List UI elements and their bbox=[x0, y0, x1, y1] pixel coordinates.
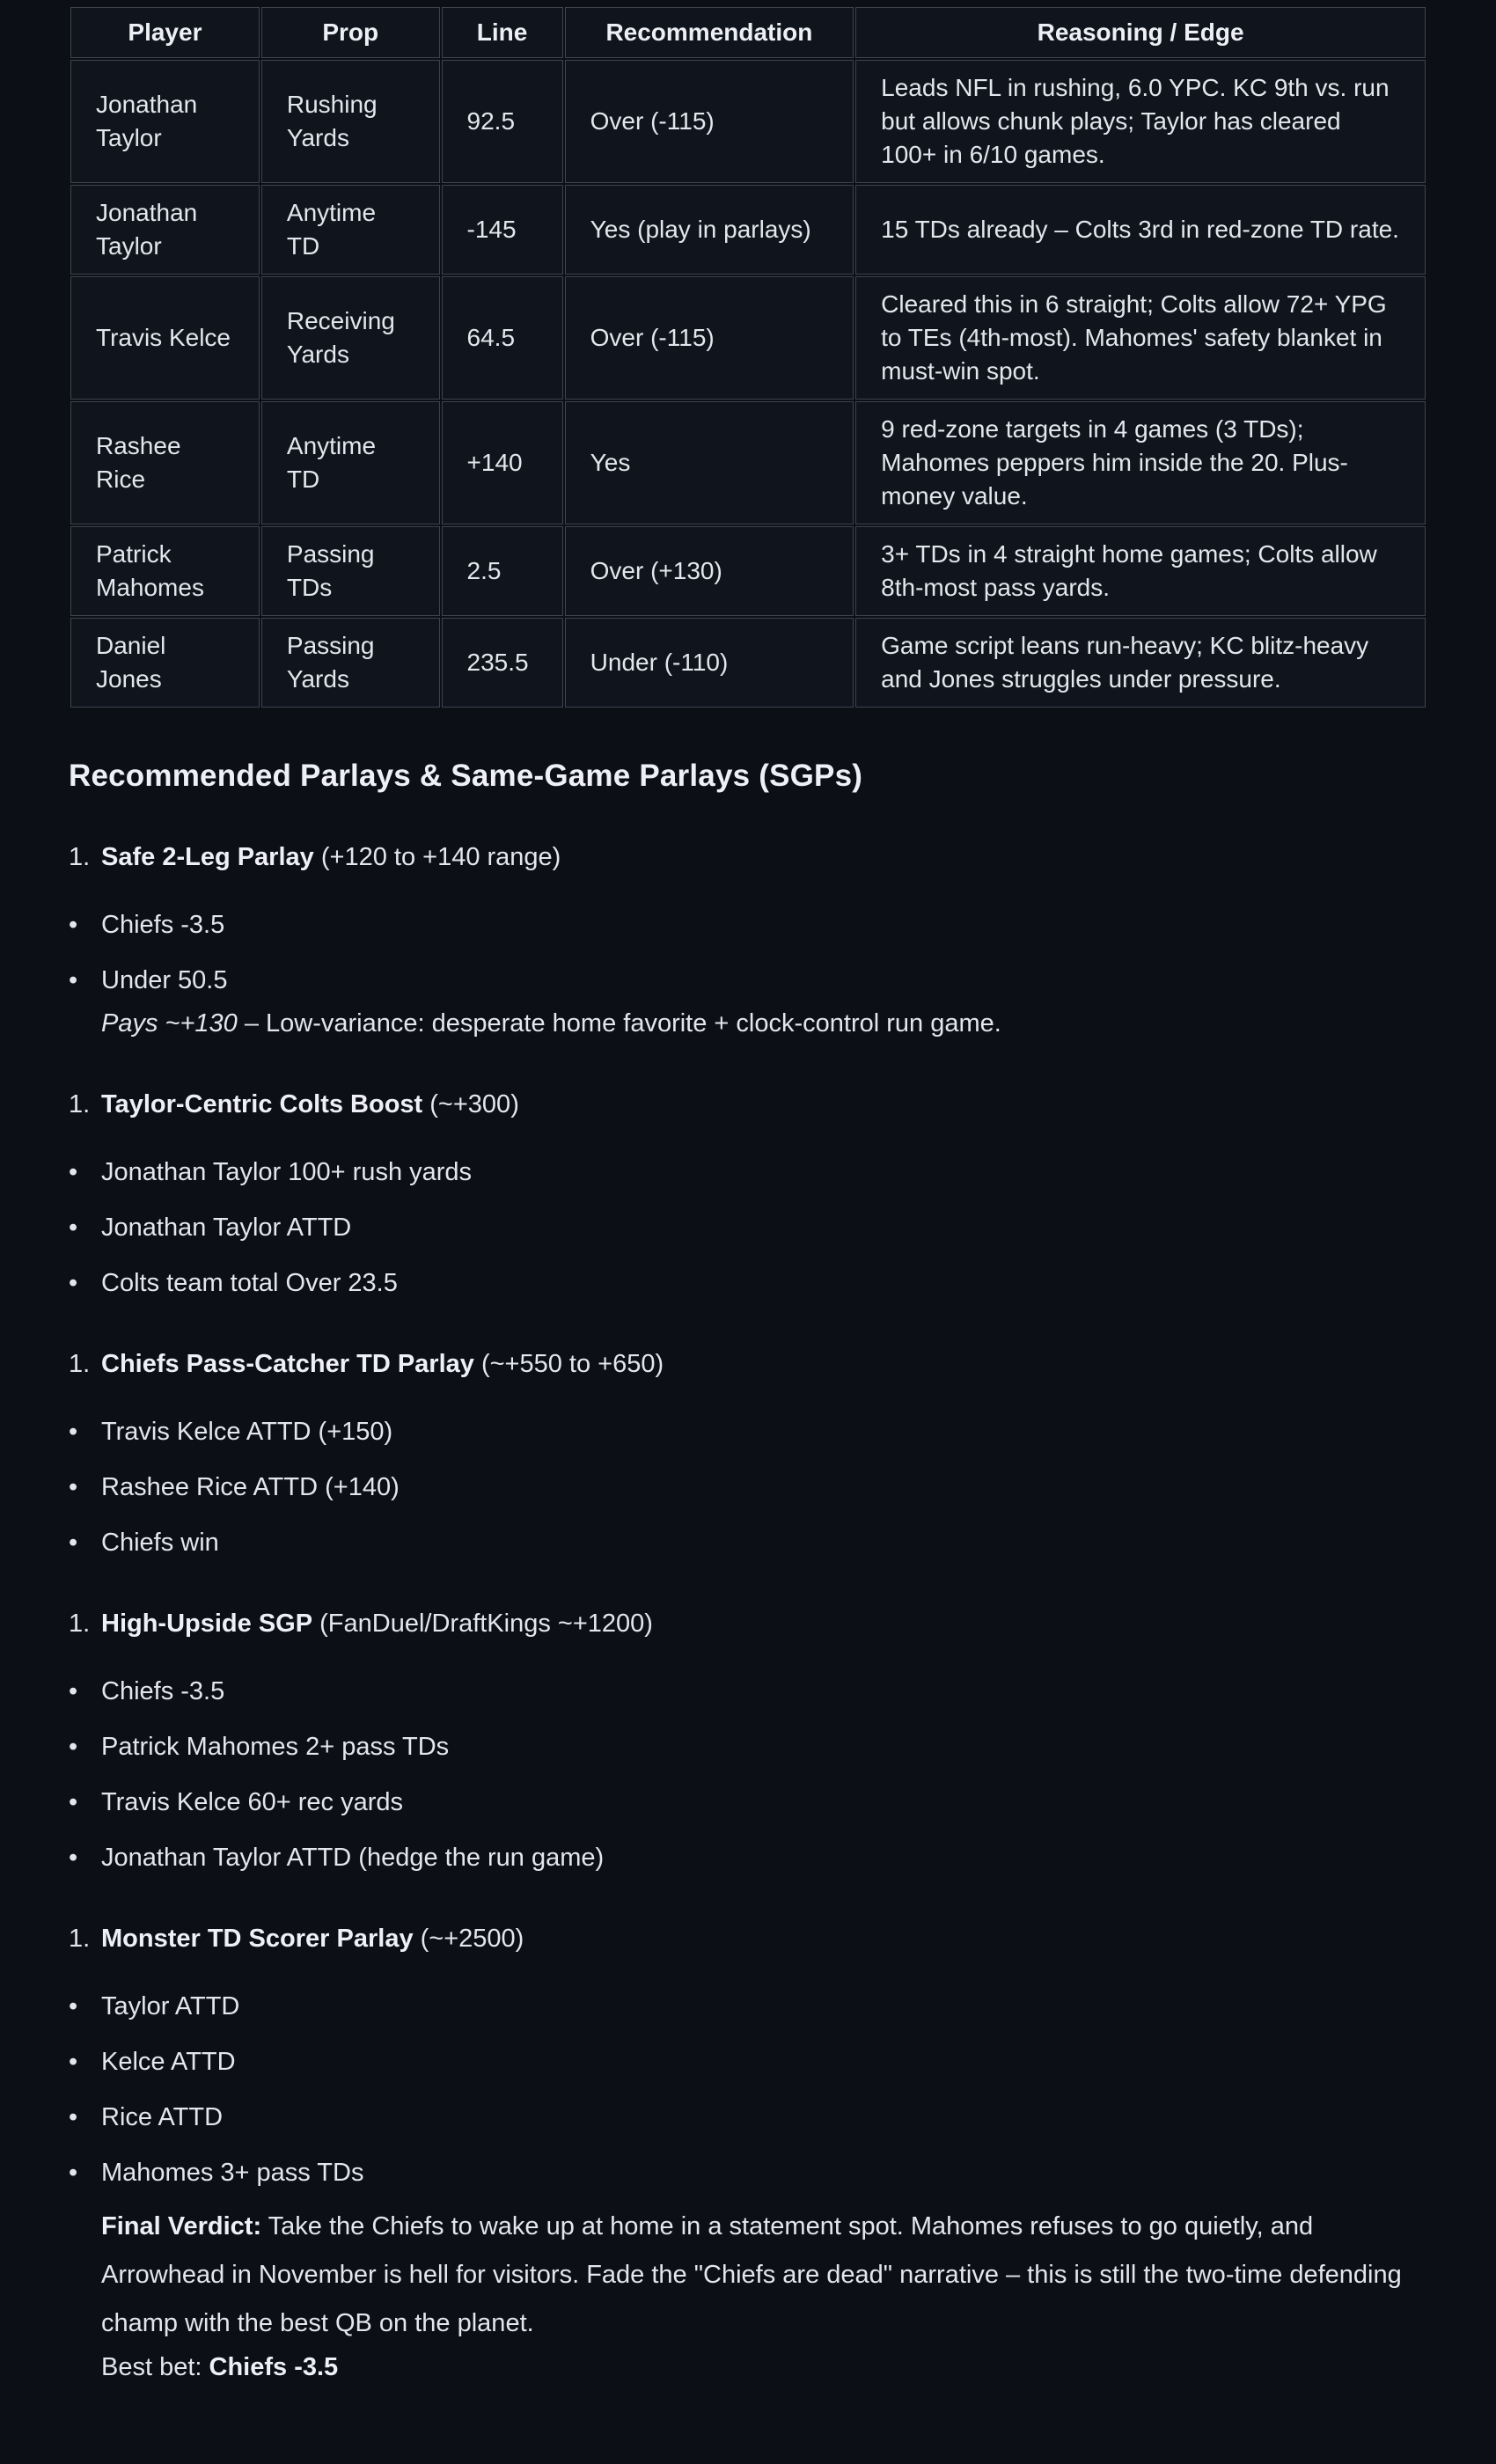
leg-text: Kelce ATTD bbox=[101, 2048, 236, 2076]
parlay-legs bbox=[69, 1675, 1427, 1875]
parlay-leg bbox=[69, 1786, 1427, 1820]
section-heading: Recommended Parlays & Same-Game Parlays (SGPs) bbox=[69, 759, 863, 793]
leg-text: Colts team total Over 23.5 bbox=[101, 1269, 398, 1297]
table-row bbox=[70, 401, 1426, 524]
parlay-title-text: Chiefs Pass-Catcher TD Parlay (~+550 to +650) bbox=[101, 1350, 664, 1378]
parlay-legs bbox=[69, 908, 1427, 1041]
cell-recommendation: Over (-115) bbox=[565, 276, 854, 400]
best-bet: Best bet: Chiefs -3.5 bbox=[101, 2353, 339, 2381]
bullet-icon: • bbox=[69, 1733, 78, 1761]
leg-text: Jonathan Taylor ATTD bbox=[101, 1214, 352, 1242]
parlay-title bbox=[69, 1346, 1427, 1382]
parlay-title bbox=[69, 1606, 1427, 1641]
bullet-icon: • bbox=[69, 2048, 78, 2076]
parlay-title bbox=[69, 1921, 1427, 1956]
parlay-leg bbox=[69, 1266, 1427, 1301]
bullet-icon: • bbox=[69, 1269, 78, 1297]
leg-text: Jonathan Taylor ATTD (hedge the run game) bbox=[101, 1844, 605, 1872]
parlay-title-text: Taylor-Centric Colts Boost (~+300) bbox=[101, 1090, 519, 1118]
parlay-section bbox=[69, 840, 1427, 1041]
cell-line: 2.5 bbox=[442, 526, 563, 616]
cell-player: Jonathan Taylor bbox=[70, 185, 260, 275]
cell-reasoning: Game script leans run-heavy; KC blitz-heavy and Jones struggles under pressure. bbox=[855, 618, 1426, 708]
table-row bbox=[70, 60, 1426, 183]
final-verdict: Final Verdict: Take the Chiefs to wake up at home in a statement spot. Mahomes refuses to go quietly, and Arrowhead in November is hell for visitors. Fade the "Chiefs are dead" narrative – this is still the two-time defending champ with the best QB on the planet. bbox=[101, 2212, 1402, 2337]
parlay-leg bbox=[69, 2045, 1427, 2079]
parlay-leg bbox=[69, 2156, 1427, 2385]
cell-prop: Anytime TD bbox=[261, 185, 440, 275]
parlay-title bbox=[69, 1087, 1427, 1122]
parlay-leg bbox=[69, 2101, 1427, 2135]
ordered-list-marker: 1. bbox=[69, 1090, 91, 1118]
cell-reasoning: Leads NFL in rushing, 6.0 YPC. KC 9th vs. run but allows chunk plays; Taylor has cleared 100+ in 6/10 games. bbox=[855, 60, 1426, 183]
parlay-leg bbox=[69, 964, 1427, 1041]
parlay-leg bbox=[69, 908, 1427, 942]
leg-text: Mahomes 3+ pass TDs bbox=[101, 2159, 364, 2187]
table-row bbox=[70, 618, 1426, 708]
parlay-leg bbox=[69, 1415, 1427, 1449]
parlay-section bbox=[69, 1606, 1427, 1875]
cell-line: 92.5 bbox=[442, 60, 563, 183]
parlay-leg bbox=[69, 1841, 1427, 1875]
cell-recommendation: Under (-110) bbox=[565, 618, 854, 708]
leg-text: Under 50.5 bbox=[101, 966, 228, 994]
col-header-prop: Prop bbox=[261, 7, 440, 58]
cell-recommendation: Yes (play in parlays) bbox=[565, 185, 854, 275]
leg-text: Patrick Mahomes 2+ pass TDs bbox=[101, 1733, 450, 1761]
parlay-leg bbox=[69, 1211, 1427, 1245]
leg-text: Taylor ATTD bbox=[101, 1992, 240, 2020]
bullet-icon: • bbox=[69, 911, 78, 939]
cell-player: Daniel Jones bbox=[70, 618, 260, 708]
bullet-icon: • bbox=[69, 2159, 78, 2187]
cell-player: Jonathan Taylor bbox=[70, 60, 260, 183]
bullet-icon: • bbox=[69, 1418, 78, 1446]
bullet-icon: • bbox=[69, 966, 78, 994]
parlay-section bbox=[69, 1087, 1427, 1301]
col-header-recommendation: Recommendation bbox=[565, 7, 854, 58]
cell-line: -145 bbox=[442, 185, 563, 275]
parlay-legs bbox=[69, 1155, 1427, 1301]
player-props-table bbox=[69, 5, 1427, 709]
col-header-reasoning: Reasoning / Edge bbox=[855, 7, 1426, 58]
bullet-icon: • bbox=[69, 1788, 78, 1816]
bullet-icon: • bbox=[69, 1992, 78, 2020]
parlay-title bbox=[69, 840, 1427, 875]
leg-text: Chiefs win bbox=[101, 1529, 219, 1557]
leg-text: Rashee Rice ATTD (+140) bbox=[101, 1473, 400, 1501]
parlay-leg bbox=[69, 1990, 1427, 2024]
parlay-legs bbox=[69, 1415, 1427, 1560]
bullet-icon: • bbox=[69, 1529, 78, 1557]
parlay-title-text: Safe 2-Leg Parlay (+120 to +140 range) bbox=[101, 843, 561, 871]
table-row bbox=[70, 526, 1426, 616]
leg-text: Jonathan Taylor 100+ rush yards bbox=[101, 1158, 473, 1186]
parlay-title-text: High-Upside SGP (FanDuel/DraftKings ~+1200) bbox=[101, 1610, 653, 1638]
cell-line: 235.5 bbox=[442, 618, 563, 708]
ordered-list-marker: 1. bbox=[69, 1925, 91, 1953]
parlay-leg bbox=[69, 1155, 1427, 1190]
ordered-list-marker: 1. bbox=[69, 843, 91, 871]
parlay-title-text: Monster TD Scorer Parlay (~+2500) bbox=[101, 1925, 524, 1953]
bullet-icon: • bbox=[69, 1677, 78, 1705]
table-row bbox=[70, 185, 1426, 275]
ordered-list-marker: 1. bbox=[69, 1610, 91, 1638]
leg-text: Chiefs -3.5 bbox=[101, 911, 225, 939]
leg-text: Travis Kelce 60+ rec yards bbox=[101, 1788, 404, 1816]
cell-prop: Rushing Yards bbox=[261, 60, 440, 183]
cell-line: +140 bbox=[442, 401, 563, 524]
leg-text: Travis Kelce ATTD (+150) bbox=[101, 1418, 393, 1446]
table-header-row bbox=[70, 7, 1426, 58]
parlay-section bbox=[69, 1921, 1427, 2385]
cell-prop: Anytime TD bbox=[261, 401, 440, 524]
cell-line: 64.5 bbox=[442, 276, 563, 400]
bullet-icon: • bbox=[69, 1158, 78, 1186]
parlay-legs bbox=[69, 1990, 1427, 2385]
cell-reasoning: Cleared this in 6 straight; Colts allow 72+ YPG to TEs (4th-most). Mahomes' safety blanket in must-win spot. bbox=[855, 276, 1426, 400]
cell-prop: Passing Yards bbox=[261, 618, 440, 708]
leg-text: Rice ATTD bbox=[101, 2103, 224, 2131]
parlay-leg bbox=[69, 1730, 1427, 1764]
cell-reasoning: 9 red-zone targets in 4 games (3 TDs); Mahomes peppers him inside the 20. Plus-money value. bbox=[855, 401, 1426, 524]
cell-recommendation: Over (-115) bbox=[565, 60, 854, 183]
parlay-leg bbox=[69, 1526, 1427, 1560]
col-header-player: Player bbox=[70, 7, 260, 58]
leg-text: Chiefs -3.5 bbox=[101, 1677, 225, 1705]
bullet-icon: • bbox=[69, 1473, 78, 1501]
cell-recommendation: Over (+130) bbox=[565, 526, 854, 616]
col-header-line: Line bbox=[442, 7, 563, 58]
cell-player: Patrick Mahomes bbox=[70, 526, 260, 616]
parlay-section bbox=[69, 1346, 1427, 1560]
cell-prop: Receiving Yards bbox=[261, 276, 440, 400]
cell-player: Travis Kelce bbox=[70, 276, 260, 400]
bullet-icon: • bbox=[69, 2103, 78, 2131]
bullet-icon: • bbox=[69, 1214, 78, 1242]
parlay-leg bbox=[69, 1470, 1427, 1505]
parlay-note: Pays ~+130 – Low-variance: desperate home favorite + clock-control run game. bbox=[101, 1009, 1001, 1038]
cell-recommendation: Yes bbox=[565, 401, 854, 524]
parlay-leg bbox=[69, 1675, 1427, 1709]
bullet-icon: • bbox=[69, 1844, 78, 1872]
cell-reasoning: 15 TDs already – Colts 3rd in red-zone TD rate. bbox=[855, 185, 1426, 275]
cell-player: Rashee Rice bbox=[70, 401, 260, 524]
table-row bbox=[70, 276, 1426, 400]
ordered-list-marker: 1. bbox=[69, 1350, 91, 1378]
cell-prop: Passing TDs bbox=[261, 526, 440, 616]
cell-reasoning: 3+ TDs in 4 straight home games; Colts allow 8th-most pass yards. bbox=[855, 526, 1426, 616]
